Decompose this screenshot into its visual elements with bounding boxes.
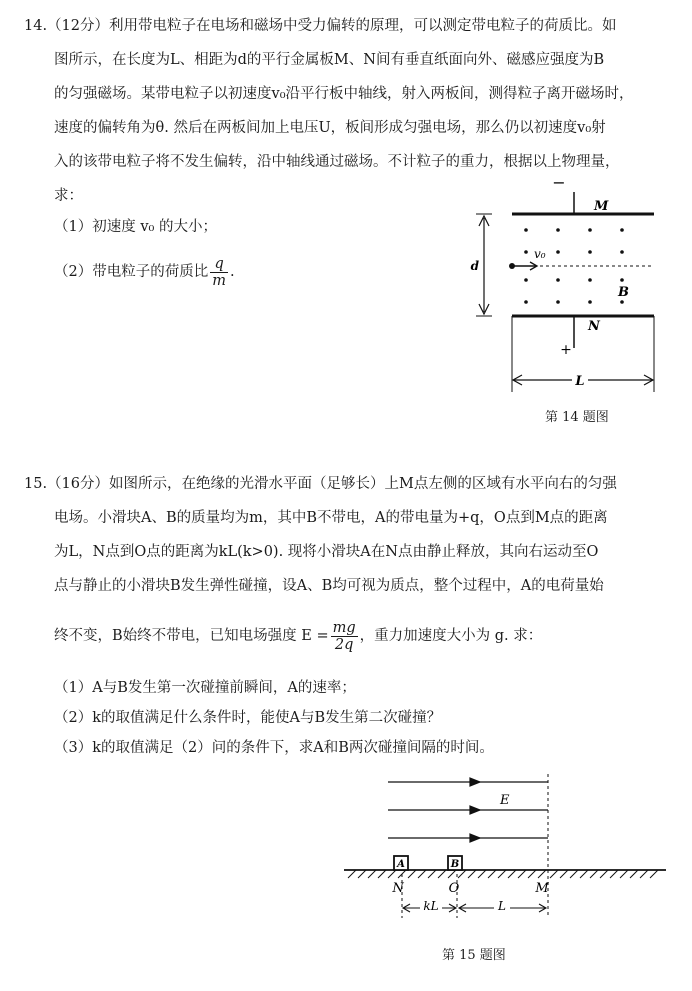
- plate-n-label: N: [588, 319, 600, 334]
- electric-field-lines: [388, 778, 548, 842]
- point-n-label: N: [392, 881, 404, 896]
- fraction-denominator: m: [212, 272, 226, 289]
- q14-line-2: 图所示，在长度为L、相距为d的平行金属板M、N间有垂直纸面向外、磁感应强度为B: [54, 52, 605, 68]
- efield-numerator: mg: [332, 619, 356, 636]
- q15-sub-2: （2）k的取值满足什么条件时，能使A与B发生第二次碰撞？: [54, 710, 442, 726]
- q15-line-1: 15.（16分）如图所示，在绝缘的光滑水平面（足够长）上M点左侧的区域有水平向右的匀强: [24, 476, 617, 492]
- figure-14-caption: 第 14 题图: [545, 410, 609, 425]
- figure-14-diagram: [462, 170, 674, 400]
- q15-sub-1: （1）A与B发生第一次碰撞前瞬间，A的速率；: [54, 680, 356, 696]
- q14-line-5: 入的该带电粒子将不发生偏转，沿中轴线通过磁场。不计粒子的重力，根据以上物理量，: [54, 154, 620, 170]
- l-label: L: [575, 374, 585, 389]
- q14-line-4: 速度的偏转角为θ. 然后在两板间加上电压U，板间形成匀强电场，那么仍以初速度v₀射: [54, 120, 606, 136]
- q14-sub-2-prefix: （2）带电粒子的荷质比: [54, 264, 209, 280]
- minus-sign: −: [552, 173, 566, 192]
- q14-sub-2-suffix: .: [229, 264, 235, 280]
- charge-mass-fraction: [210, 256, 228, 289]
- efield-denominator: 2q: [334, 636, 354, 653]
- ground-hatching: [348, 870, 658, 878]
- block-b-label: B: [450, 859, 460, 870]
- efield-suffix: ，重力加速度大小为 g. 求：: [359, 628, 543, 644]
- b-label: B: [618, 285, 629, 300]
- v0-label: v₀: [534, 247, 546, 261]
- fraction-numerator: q: [210, 256, 228, 273]
- q14-line-3: 的匀强磁场。某带电粒子以初速度v₀沿平行板中轴线，射入两板间，测得粒子离开磁场时，: [54, 86, 634, 102]
- q14-line-1: 14.（12分）利用带电粒子在电场和磁场中受力偏转的原理，可以测定带电粒子的荷质比。如: [24, 18, 617, 34]
- q15-line-4: 点与静止的小滑块B发生弹性碰撞，设A、B均可视为质点，整个过程中，A的电荷量始: [54, 578, 604, 594]
- figure-15-diagram: [340, 770, 670, 930]
- q15-line-5: [54, 616, 542, 656]
- q15-line-2: 电场。小滑块A、B的质量均为m，其中B不带电，A的带电量为+q，O点到M点的距离: [54, 510, 608, 526]
- q15-line-3: 为L，N点到O点的距离为kL(k>0). 现将小滑块A在N点由静止释放，其向右运动至O: [54, 544, 599, 560]
- q14-line-6: 求：: [54, 188, 83, 204]
- q14-sub-2: [54, 252, 235, 292]
- efield-label: E: [500, 793, 510, 808]
- d-label: d: [470, 259, 479, 273]
- point-o-label: O: [448, 881, 460, 896]
- q15-sub-3: （3）k的取值满足（2）问的条件下，求A和B两次碰撞间隔的时间。: [54, 740, 494, 756]
- efield-fraction: [331, 620, 358, 653]
- point-m-label: M: [535, 881, 549, 896]
- plus-sign: +: [560, 342, 572, 358]
- block-a-label: A: [397, 859, 405, 870]
- kl-label: kL: [423, 899, 439, 913]
- plate-m-label: M: [594, 199, 609, 214]
- q14-sub-1: （1）初速度 v₀ 的大小；: [54, 219, 217, 235]
- figure-15-caption: 第 15 题图: [442, 948, 506, 963]
- efield-prefix: 终不变，B始终不带电，已知电场强度 E =: [54, 628, 329, 644]
- l15-label: L: [498, 899, 506, 913]
